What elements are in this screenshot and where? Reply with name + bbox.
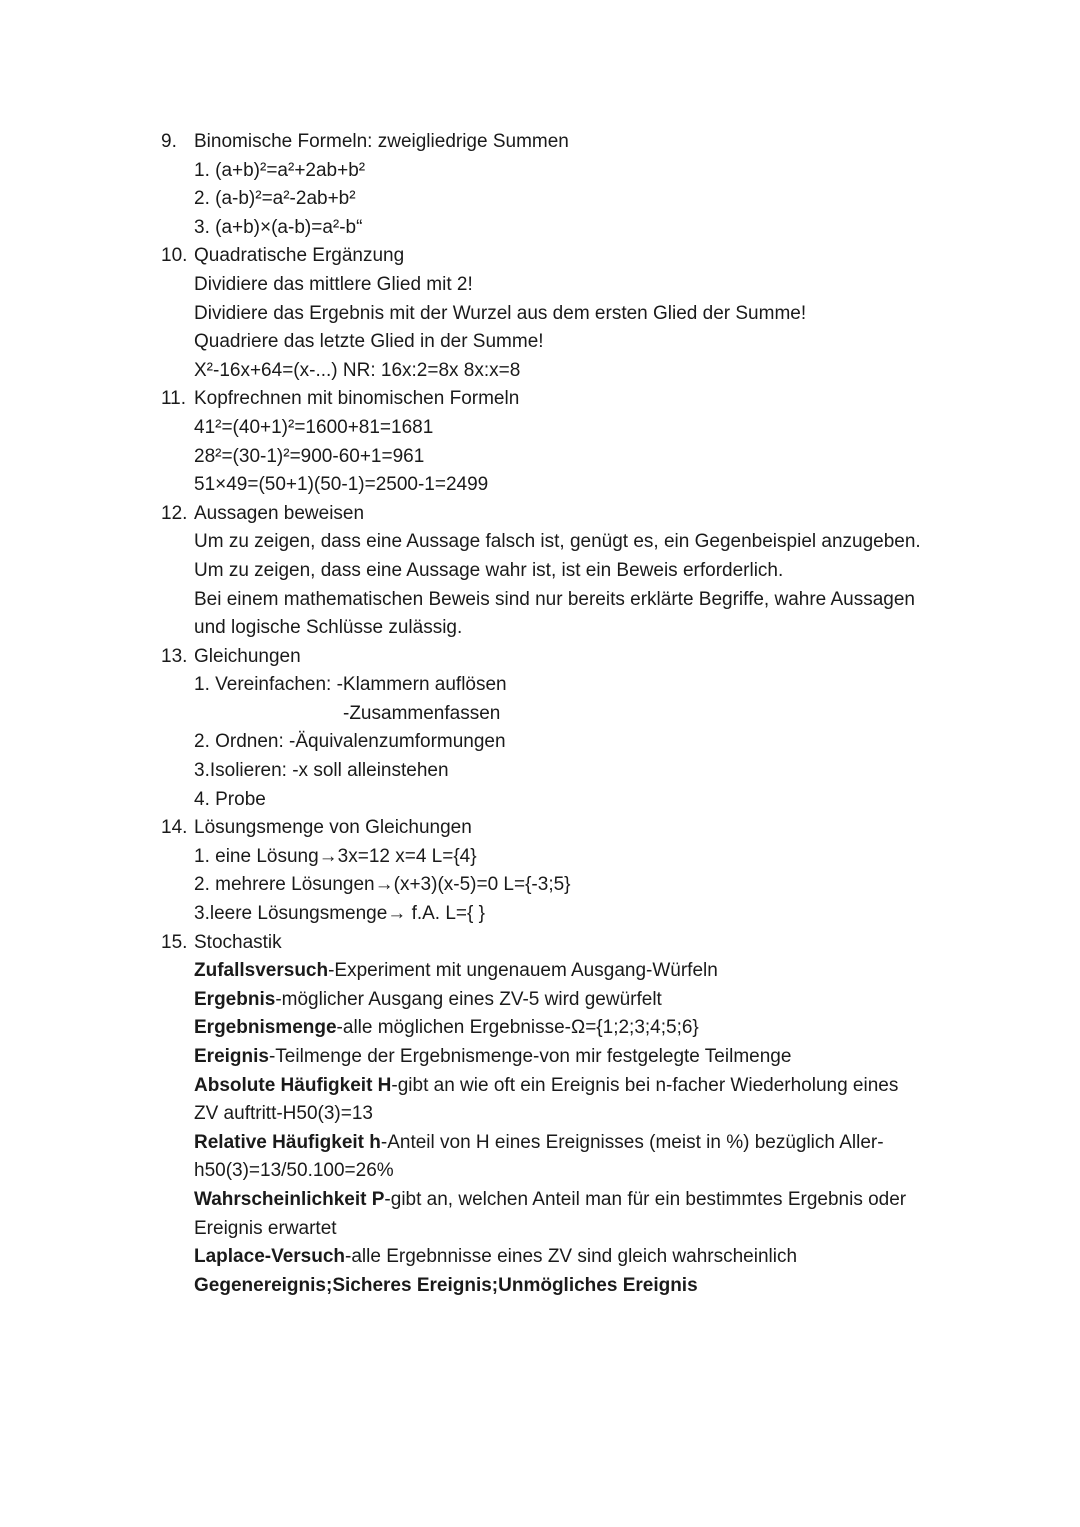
term-definition (0, 986, 1080, 1015)
term-definition (0, 1043, 1080, 1072)
section-title: Gleichungen (194, 645, 301, 667)
text-line: Um zu zeigen, dass eine Aussage wahr ist, ist ein Beweis erforderlich. (194, 559, 784, 581)
section-heading (0, 242, 1080, 271)
formula-line: 41²=(40+1)²=1600+81=1681 (194, 416, 434, 438)
section-heading (0, 385, 1080, 414)
term-definition (0, 1014, 1080, 1043)
definition: -gibt an, welchen Anteil man für ein bestimmtes Ergebnis oder (384, 1188, 907, 1210)
text-line: Dividiere das mittlere Glied mit 2! (194, 273, 473, 295)
term: Wahrscheinlichkeit P (194, 1188, 385, 1210)
formula-line: 2. (a-b)²=a²-2ab+b² (194, 188, 356, 210)
definition: h50(3)=13/50.100=26% (194, 1160, 394, 1182)
section-title: Quadratische Ergänzung (194, 245, 405, 267)
step-line: 2. Ordnen: -Äquivalenzumformungen (194, 731, 506, 753)
text-line: und logische Schlüsse zulässig. (194, 617, 463, 639)
formula-line: X²-16x+64=(x-...) NR: 16x:2=8x 8x:x=8 (194, 359, 521, 381)
section-heading (0, 500, 1080, 529)
term-definition (0, 1243, 1080, 1272)
text-line: Bei einem mathematischen Beweis sind nur bereits erklärte Begriffe, wahre Aussagen (194, 588, 915, 610)
definition: Ereignis erwartet (194, 1217, 337, 1239)
term-definition-continued (0, 1215, 1080, 1244)
term-definition (0, 1129, 1080, 1158)
formula-line: 3.leere Lösungsmenge→ f.A. L={ } (194, 903, 486, 925)
section-aussagen-beweisen (0, 500, 1080, 643)
section-binomische-formeln (0, 128, 1080, 242)
step-line: 1. Vereinfachen: -Klammern auflösen (194, 674, 507, 696)
term: Ergebnis (194, 988, 276, 1010)
step-line: 3.Isolieren: -x soll alleinstehen (194, 760, 449, 782)
term: Laplace-Versuch (194, 1246, 346, 1268)
term: Zufallsversuch (194, 960, 329, 982)
term: Ereignis (194, 1046, 269, 1067)
section-title: Kopfrechnen mit binomischen Formeln (194, 388, 520, 410)
section-title: Binomische Formeln: zweigliedrige Summen (194, 131, 569, 152)
definition: -gibt an wie oft ein Ereignis bei n-facher Wiederholung eines (391, 1074, 899, 1096)
section-quadratische-ergaenzung (0, 242, 1080, 385)
definition: -möglicher Ausgang eines ZV-5 wird gewürfelt (275, 988, 662, 1010)
section-title: Stochastik (194, 931, 282, 953)
formula-line: 1. (a+b)²=a²+2ab+b² (194, 159, 366, 181)
definition: -Anteil von H eines Ereignisses (meist in %) bezüglich Aller- (380, 1131, 884, 1153)
section-number: 9. (161, 131, 177, 152)
term-definition (0, 1272, 1080, 1301)
term: Relative Häufigkeit h (194, 1131, 381, 1153)
step-line: 4. Probe (194, 788, 266, 810)
formula-line: 1. eine Lösung→3x=12 x=4 L={4} (194, 845, 477, 867)
section-heading (0, 128, 1080, 157)
definition: -Teilmenge der Ergebnismenge-von mir festgelegte Teilmenge (268, 1046, 792, 1067)
section-number: 10. (161, 245, 188, 267)
section-number: 12. (161, 502, 188, 524)
formula-line: 2. mehrere Lösungen→(x+3)(x-5)=0 L={-3;5} (194, 874, 571, 896)
text-line: Dividiere das Ergebnis mit der Wurzel aus dem ersten Glied der Summe! (194, 302, 807, 324)
section-loesungsmenge (0, 814, 1080, 928)
text-line: Quadriere das letzte Glied in der Summe! (194, 331, 544, 353)
section-kopfrechnen (0, 385, 1080, 499)
term: Absolute Häufigkeit H (194, 1074, 392, 1096)
term-definition (0, 1072, 1080, 1101)
step-subline: -Zusammenfassen (343, 702, 501, 724)
section-heading (0, 643, 1080, 672)
section-gleichungen (0, 643, 1080, 815)
term-definition-continued (0, 1157, 1080, 1186)
section-number: 14. (161, 817, 188, 839)
term-definition (0, 1186, 1080, 1215)
definition: -alle möglichen Ergebnisse-Ω={1;2;3;4;5;6} (336, 1017, 699, 1039)
term: Ergebnismenge (194, 1017, 337, 1039)
section-heading (0, 929, 1080, 958)
formula-line: 51×49=(50+1)(50-1)=2500-1=2499 (194, 474, 489, 496)
section-title: Lösungsmenge von Gleichungen (194, 817, 472, 839)
definition: -alle Ergebnnisse eines ZV sind gleich wahrscheinlich (345, 1246, 798, 1268)
section-number: 13. (161, 645, 188, 667)
section-heading (0, 814, 1080, 843)
term-definition-continued (0, 1100, 1080, 1129)
section-number: 15. (161, 931, 188, 953)
formula-line: 3. (a+b)×(a-b)=a²-b“ (194, 216, 363, 238)
section-title: Aussagen beweisen (194, 502, 365, 524)
document-page (0, 128, 1080, 1300)
term: Gegenereignis;Sicheres Ereignis;Unmögliches Ereignis (194, 1274, 698, 1296)
section-number: 11. (161, 388, 187, 410)
formula-line: 28²=(30-1)²=900-60+1=961 (194, 445, 425, 467)
definition: -Experiment mit ungenauem Ausgang-Würfeln (328, 960, 718, 982)
section-stochastik (0, 929, 1080, 1301)
definition: ZV auftritt-H50(3)=13 (194, 1103, 373, 1125)
term-definition (0, 957, 1080, 986)
text-line: Um zu zeigen, dass eine Aussage falsch ist, genügt es, ein Gegenbeispiel anzugeben. (194, 531, 921, 553)
